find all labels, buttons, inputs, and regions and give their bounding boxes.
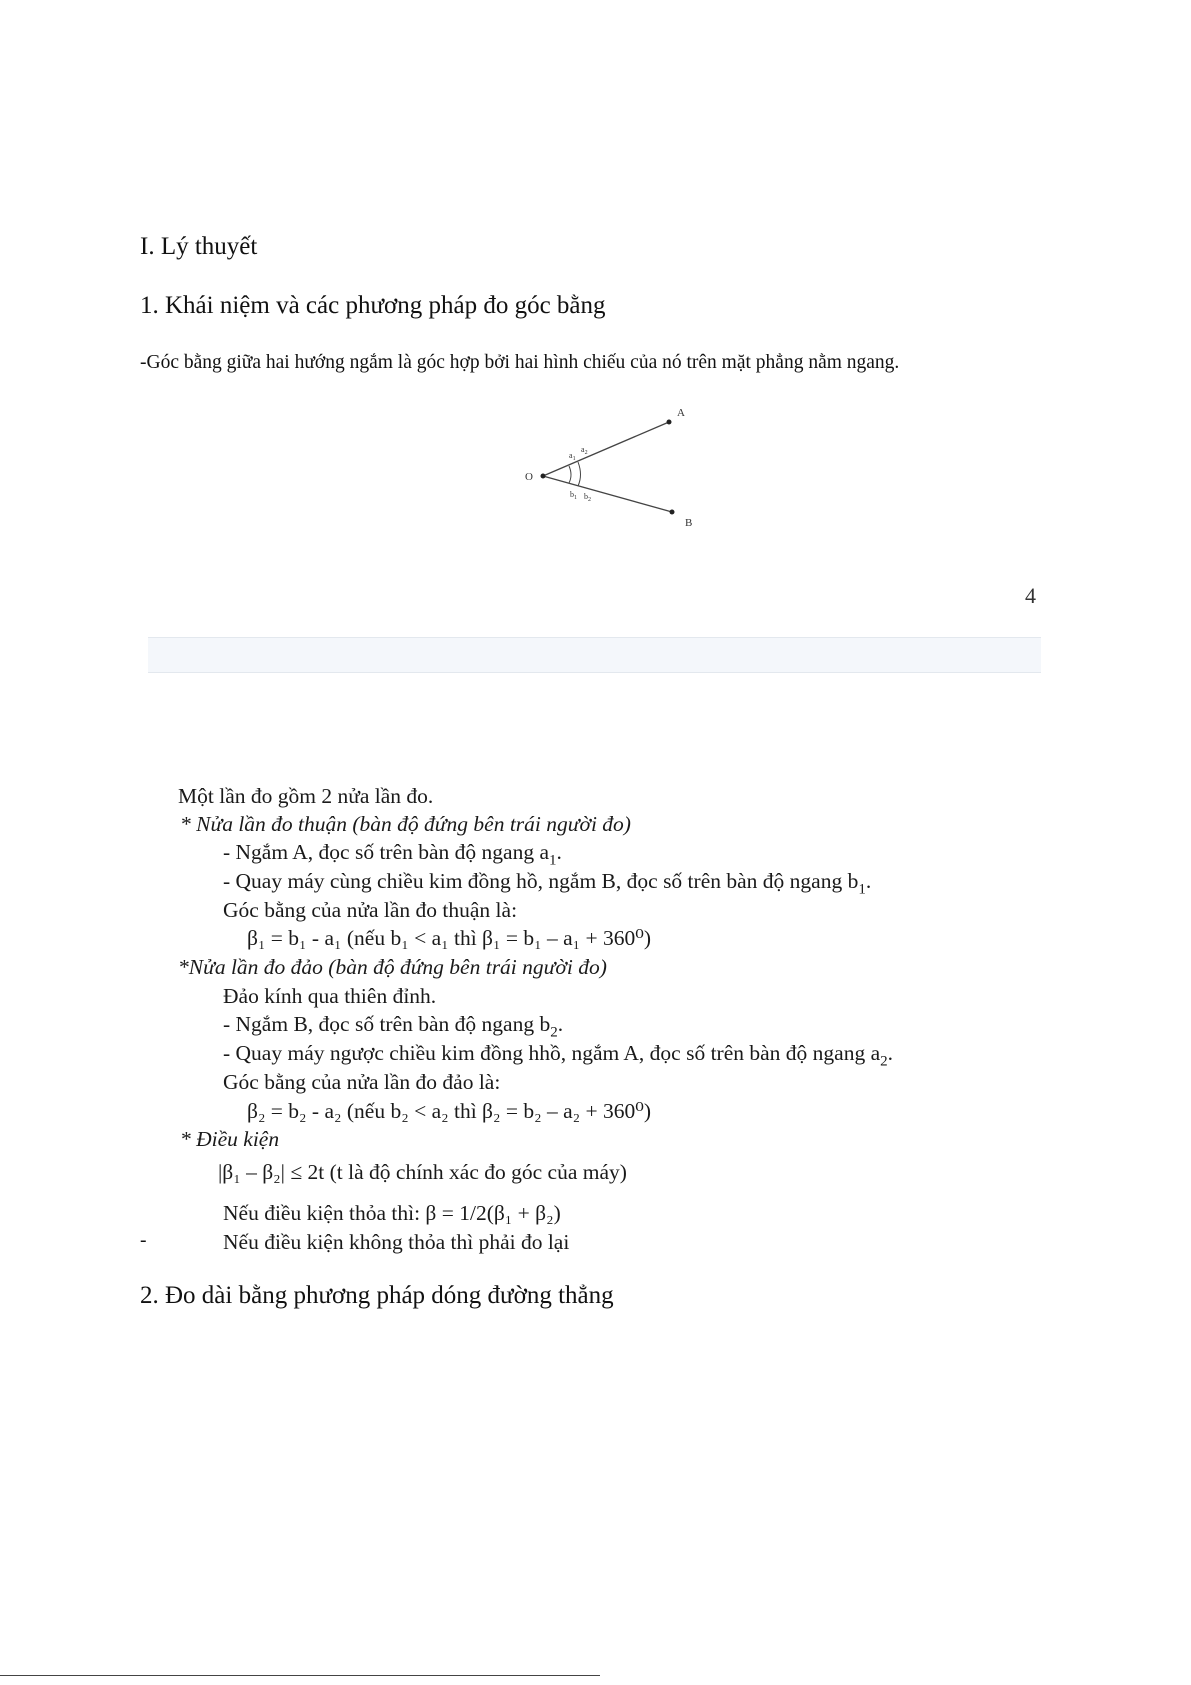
- ray-oa: [543, 422, 669, 476]
- label-o: O: [525, 471, 533, 483]
- bullet-dash: -: [140, 1230, 147, 1251]
- page-number: 4: [1025, 583, 1036, 608]
- point-b: [670, 510, 675, 515]
- arc-inner: [569, 466, 571, 483]
- angle-diagram: [515, 400, 715, 535]
- scan-line-2: * Nửa lần đo thuận (bàn độ đứng bên trái người đo): [180, 812, 631, 836]
- footer-rule: [0, 1675, 600, 1676]
- point-o: [541, 474, 546, 479]
- scan-line-7: *Nửa lần đo đảo (bàn độ đứng bên trái người đo): [178, 955, 607, 979]
- scan-line-4: - Quay máy cùng chiều kim đồng hồ, ngắm B, đọc số trên bàn độ ngang $b_1$.: [223, 869, 872, 898]
- scan-line-8: Đảo kính qua thiên đỉnh.: [223, 984, 437, 1008]
- scan-line-1: Một lần đo gồm 2 nửa lần đo.: [178, 784, 434, 808]
- label-a1: $a_1$: [569, 451, 576, 462]
- subsection-title-1: 1. Khái niệm và các phương pháp đo góc bằng: [140, 292, 606, 319]
- scan-line-15: Nếu điều kiện thỏa thì: β = 1/2(β₁ + β₂): [223, 1201, 561, 1225]
- scan-line-13: * Điều kiện: [180, 1127, 280, 1151]
- scan-line-5: Góc bằng của nửa lần đo thuận là:: [223, 898, 518, 922]
- separator-bar: [148, 637, 1041, 673]
- label-b1: $b_1$: [570, 490, 577, 501]
- subsection-title-2: 2. Đo dài bằng phương pháp dóng đường thẳng: [140, 1282, 614, 1309]
- scan-line-14: |β₁ – β₂| ≤ 2t (t là độ chính xác đo góc của máy): [218, 1160, 627, 1184]
- scan-line-11: Góc bằng của nửa lần đo đảo là:: [223, 1070, 501, 1094]
- label-b: B: [685, 517, 693, 529]
- definition-paragraph: -Góc bằng giữa hai hướng ngắm là góc hợp bởi hai hình chiếu của nó trên mặt phẳng nằm ngang.: [140, 352, 900, 373]
- scan-line-10: - Quay máy ngược chiều kim đồng hhồ, ngắm A, đọc số trên bàn độ ngang $a_2$.: [223, 1041, 894, 1070]
- label-b2: $b_2$: [584, 492, 591, 503]
- label-a2: $a_2$: [581, 445, 588, 456]
- arc-outer: [578, 462, 581, 486]
- label-a: A: [677, 407, 685, 419]
- point-a: [667, 420, 672, 425]
- ray-ob: [543, 476, 672, 512]
- scan-line-12: β₂ = b₂ - a₂ (nếu b₂ < a₂ thì β₂ = b₂ – a₂ + 360⁰): [247, 1099, 652, 1123]
- scan-line-3: - Ngắm A, đọc số trên bàn độ ngang $a_1$.: [223, 840, 562, 869]
- scan-line-16: Nếu điều kiện không thỏa thì phải đo lại: [223, 1230, 570, 1254]
- section-title: I. Lý thuyết: [140, 233, 258, 260]
- scan-line-6: β₁ = b₁ - a₁ (nếu b₁ < a₁ thì β₁ = b₁ – a₁ + 360⁰): [247, 926, 652, 950]
- scan-line-9: - Ngắm B, đọc số trên bàn độ ngang $b_2$.: [223, 1012, 564, 1041]
